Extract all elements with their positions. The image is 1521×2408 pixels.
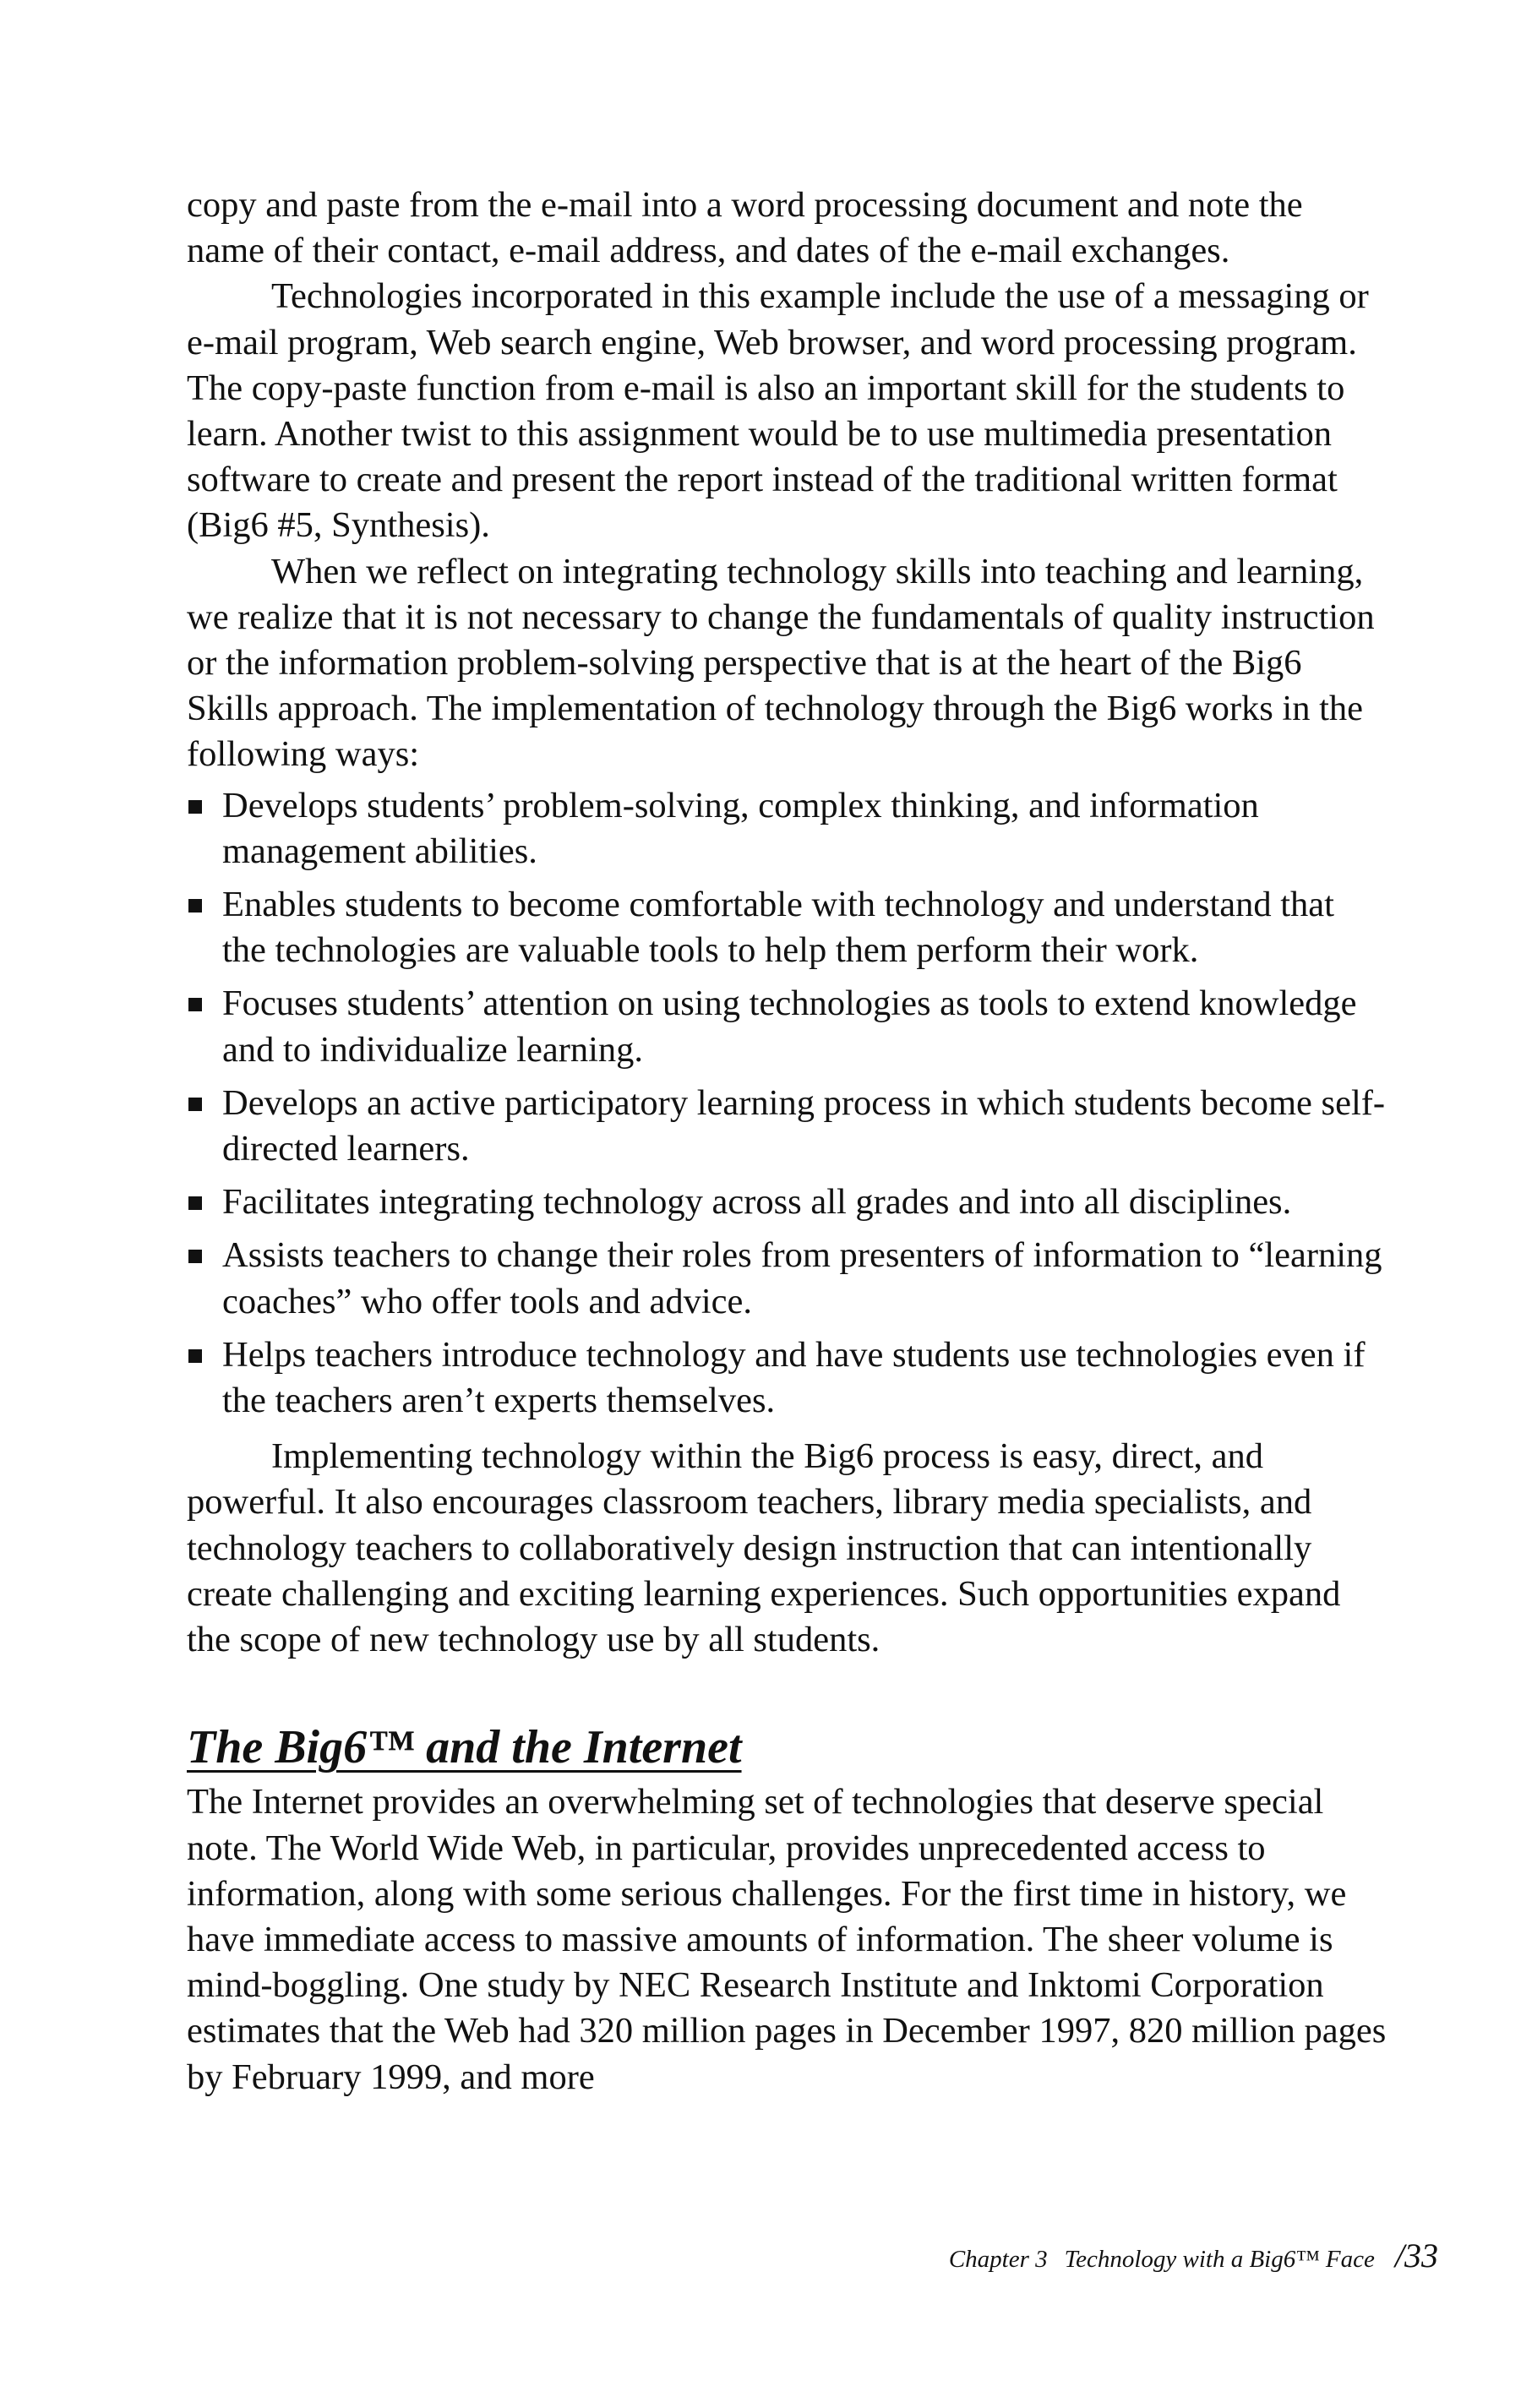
list-item xyxy=(187,981,1387,1072)
paragraph-technologies: Technologies incorporated in this example include the use of a messaging or e-mail program, Web search engine, Web browser, and word processing program. The copy-paste function from e-mail is also an important skill for the students to learn. Another twist to this assignment would be to use multimedia presentation software to create and present the report instead of the traditional written format (Big6 #5, Synthesis). xyxy=(187,276,1369,546)
list-item-text: Develops an active participatory learning process in which students become self-directed learners. xyxy=(222,1082,1386,1169)
list-item xyxy=(187,1179,1387,1225)
square-bullet-icon xyxy=(188,1098,202,1111)
paragraph-implementing: Implementing technology within the Big6 process is easy, direct, and powerful. It also encourages classroom teachers, library media specialists, and technology teachers to collaboratively design instruction that can intentionally create challenging and exciting learning experiences. Such opportunities expand the scope of new technology use by all students. xyxy=(187,1436,1341,1660)
page-content xyxy=(187,183,1387,2100)
square-bullet-icon xyxy=(188,1349,202,1363)
list-item xyxy=(187,882,1387,973)
section-heading: The Big6™ and the Internet xyxy=(187,1721,742,1774)
list-item-text: Facilitates integrating technology across all grades and into all disciplines. xyxy=(222,1182,1292,1223)
list-item xyxy=(187,1081,1387,1172)
benefits-list xyxy=(187,783,1387,1425)
square-bullet-icon xyxy=(188,1196,202,1210)
list-item-text: Assists teachers to change their roles from presenters of information to “learning coaches” who offer tools and advice. xyxy=(222,1235,1382,1321)
list-item-text: Develops students’ problem-solving, complex thinking, and information management abilities. xyxy=(222,785,1259,871)
list-item-text: Focuses students’ attention on using technologies as tools to extend knowledge and to individualize learning. xyxy=(222,983,1357,1070)
footer-chapter-label: Chapter 3 xyxy=(948,2246,1048,2273)
page-number: /33 xyxy=(1394,2236,1438,2275)
square-bullet-icon xyxy=(188,899,202,913)
list-item-text: Helps teachers introduce technology and have students use technologies even if the teachers aren’t experts themselves. xyxy=(222,1334,1366,1421)
list-item xyxy=(187,1233,1387,1324)
square-bullet-icon xyxy=(188,998,202,1011)
square-bullet-icon xyxy=(188,1250,202,1263)
paragraph-reflection: When we reflect on integrating technology skills into teaching and learning, we realize that it is not necessary to change the fundamentals of quality instruction or the information problem-solving perspective that is at the heart of the Big6 Skills approach. The implementation of technology through the Big6 works in the following ways: xyxy=(187,551,1375,775)
footer-chapter-title: Technology with a Big6™ Face xyxy=(1064,2246,1375,2273)
list-item xyxy=(187,783,1387,874)
paragraph-internet: The Internet provides an overwhelming set of technologies that deserve special note. The World Wide Web, in particular, provides unprecedented access to information, along with some serious challenges. For the first time in history, we have immediate access to massive amounts of information. The sheer volume is mind-boggling. One study by NEC Research Institute and Inktomi Corporation estimates that the Web had 320 million pages in December 1997, 820 million pages by February 1999, and more xyxy=(187,1782,1387,2097)
square-bullet-icon xyxy=(188,800,202,814)
list-item-text: Enables students to become comfortable with technology and understand that the technologies are valuable tools to help them perform their work. xyxy=(222,885,1334,971)
page-footer xyxy=(949,2236,1438,2275)
list-item xyxy=(187,1332,1387,1424)
paragraph-intro: copy and paste from the e-mail into a word processing document and note the name of their contact, e-mail address, and dates of the e-mail exchanges. xyxy=(187,185,1303,271)
